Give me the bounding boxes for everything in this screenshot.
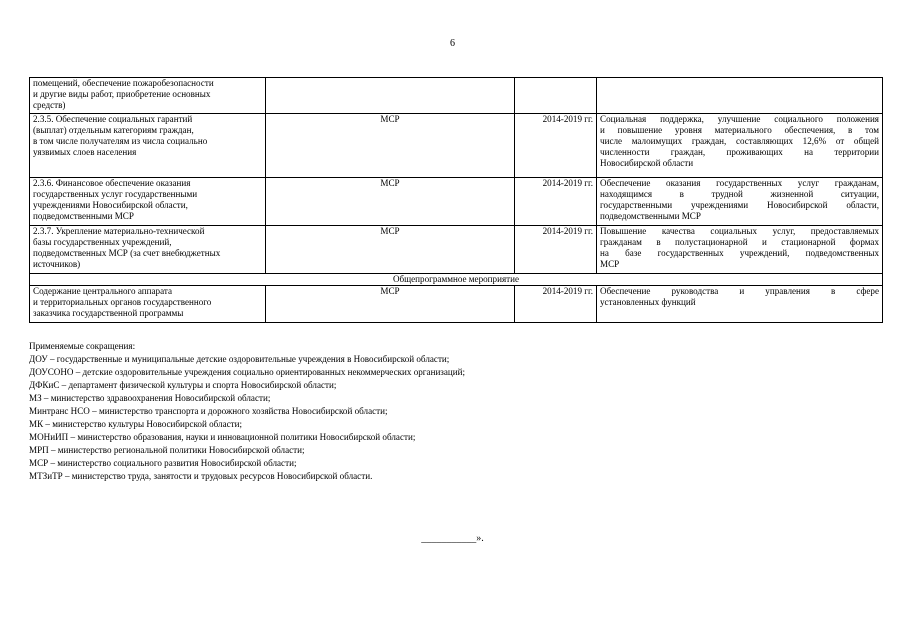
abbreviation-item: МТЗиТР – министерство труда, занятости и трудовых ресурсов Новосибирской области. [29, 471, 373, 481]
activity-name-line: (выплат) отдельным категориям граждан, [33, 125, 194, 135]
result-line: и повышение уровня материального обеспечения, в том [600, 125, 879, 135]
result-line: Обеспечение оказания государственных услуг гражданам, [600, 178, 879, 188]
activity-name-line: учреждениями Новосибирской области, [33, 200, 188, 210]
closing-mark: ___________». [421, 533, 484, 544]
result-line: числе малоимущих граждан, составляющих 12,6% от общей [600, 136, 879, 146]
result-line: государственными учреждениями Новосибирской области, [600, 200, 879, 210]
executor-cell: МСР [266, 286, 515, 323]
abbreviation-item: МЗ – министерство здравоохранения Новосибирской области; [29, 393, 271, 403]
result-cell [597, 226, 883, 274]
section-title: Общепрограммное мероприятие [30, 274, 883, 286]
executor-cell: МСР [266, 178, 515, 226]
result-cell [597, 178, 883, 226]
activity-name-line: помещений, обеспечение пожаробезопасности [33, 78, 214, 88]
activity-name-line: Содержание центрального аппарата [33, 286, 173, 296]
period-cell [515, 78, 597, 114]
activity-name-line: 2.3.5. Обеспечение социальных гарантий [33, 114, 193, 124]
activity-name-line: подведомственными МСР [33, 211, 134, 221]
activity-name-line: источников) [33, 259, 81, 269]
table-row [30, 226, 883, 274]
abbreviation-item: ДФКиС – департамент физической культуры и спорта Новосибирской области; [29, 380, 337, 390]
result-line: Новосибирской области [600, 158, 694, 168]
activity-name-line: подведомственных МСР (за счет внебюджетных [33, 248, 221, 258]
abbreviation-item: ДОУСОНО – детские оздоровительные учреждения социально ориентированных некоммерческих организаций; [29, 367, 466, 377]
table-row [30, 286, 883, 323]
activity-name-line: 2.3.6. Финансовое обеспечение оказания [33, 178, 191, 188]
activity-name-line: уязвимых слоев населения [33, 147, 137, 157]
period-cell: 2014-2019 гг. [515, 226, 597, 274]
activity-name-line: заказчика государственной программы [33, 308, 184, 318]
abbreviation-item: МК – министерство культуры Новосибирской области; [29, 419, 243, 429]
result-line: установленных функций [600, 297, 696, 307]
activity-name-line: средств) [33, 100, 66, 110]
result-line: находящимся в трудной жизненной ситуации, [600, 189, 879, 199]
table-row [30, 114, 883, 178]
result-line: МСР [600, 259, 620, 269]
activity-name-cell [30, 286, 266, 323]
activity-name-line: базы государственных учреждений, [33, 237, 172, 247]
activity-name-line: и другие виды работ, приобретение основных [33, 89, 211, 99]
abbreviation-item: МРП – министерство региональной политики Новосибирской области; [29, 445, 305, 455]
activity-name-cell [30, 226, 266, 274]
result-cell [597, 114, 883, 178]
result-cell [597, 286, 883, 323]
executor-cell: МСР [266, 114, 515, 178]
result-line: Социальная поддержка, улучшение социального положения [600, 114, 879, 124]
period-cell: 2014-2019 гг. [515, 286, 597, 323]
table-row [30, 178, 883, 226]
activity-name-line: 2.3.7. Укрепление материально-технической [33, 226, 205, 236]
period-cell: 2014-2019 гг. [515, 114, 597, 178]
activity-name-line: и территориальных органов государственного [33, 297, 212, 307]
result-line: гражданам в полустационарной и стационарной формах [600, 237, 879, 247]
abbreviations-list [29, 340, 465, 483]
result-cell [597, 78, 883, 114]
period-cell: 2014-2019 гг. [515, 178, 597, 226]
result-line: Повышение качества социальных услуг, предоставляемых [600, 226, 879, 236]
abbreviation-item: МОНиИП – министерство образования, науки и инновационной политики Новосибирской области; [29, 432, 416, 442]
activity-name-cell [30, 114, 266, 178]
section-row [30, 274, 883, 286]
page-number: 6 [450, 38, 455, 49]
activity-name-cell [30, 178, 266, 226]
activity-name-cell [30, 78, 266, 114]
abbreviation-item: Минтранс НСО – министерство транспорта и дорожного хозяйства Новосибирской области; [29, 406, 388, 416]
table-row [30, 78, 883, 114]
program-activities-table [29, 77, 883, 323]
executor-cell: МСР [266, 226, 515, 274]
result-line: на базе государственных учреждений, подведомственных [600, 248, 879, 258]
abbreviation-item: МСР – министерство социального развития Новосибирской области; [29, 458, 297, 468]
executor-cell [266, 78, 515, 114]
abbreviations-heading: Применяемые сокращения: [29, 341, 136, 351]
result-line: Обеспечение руководства и управления в сфере [600, 286, 879, 296]
activity-name-line: государственных услуг государственными [33, 189, 198, 199]
abbreviation-item: ДОУ – государственные и муниципальные детские оздоровительные учреждения в Новосибирской области; [29, 354, 450, 364]
result-line: подведомственными МСР [600, 211, 701, 221]
result-line: численности граждан, проживающих на территории [600, 147, 879, 157]
activity-name-line: в том числе получателям из числа социально [33, 136, 208, 146]
